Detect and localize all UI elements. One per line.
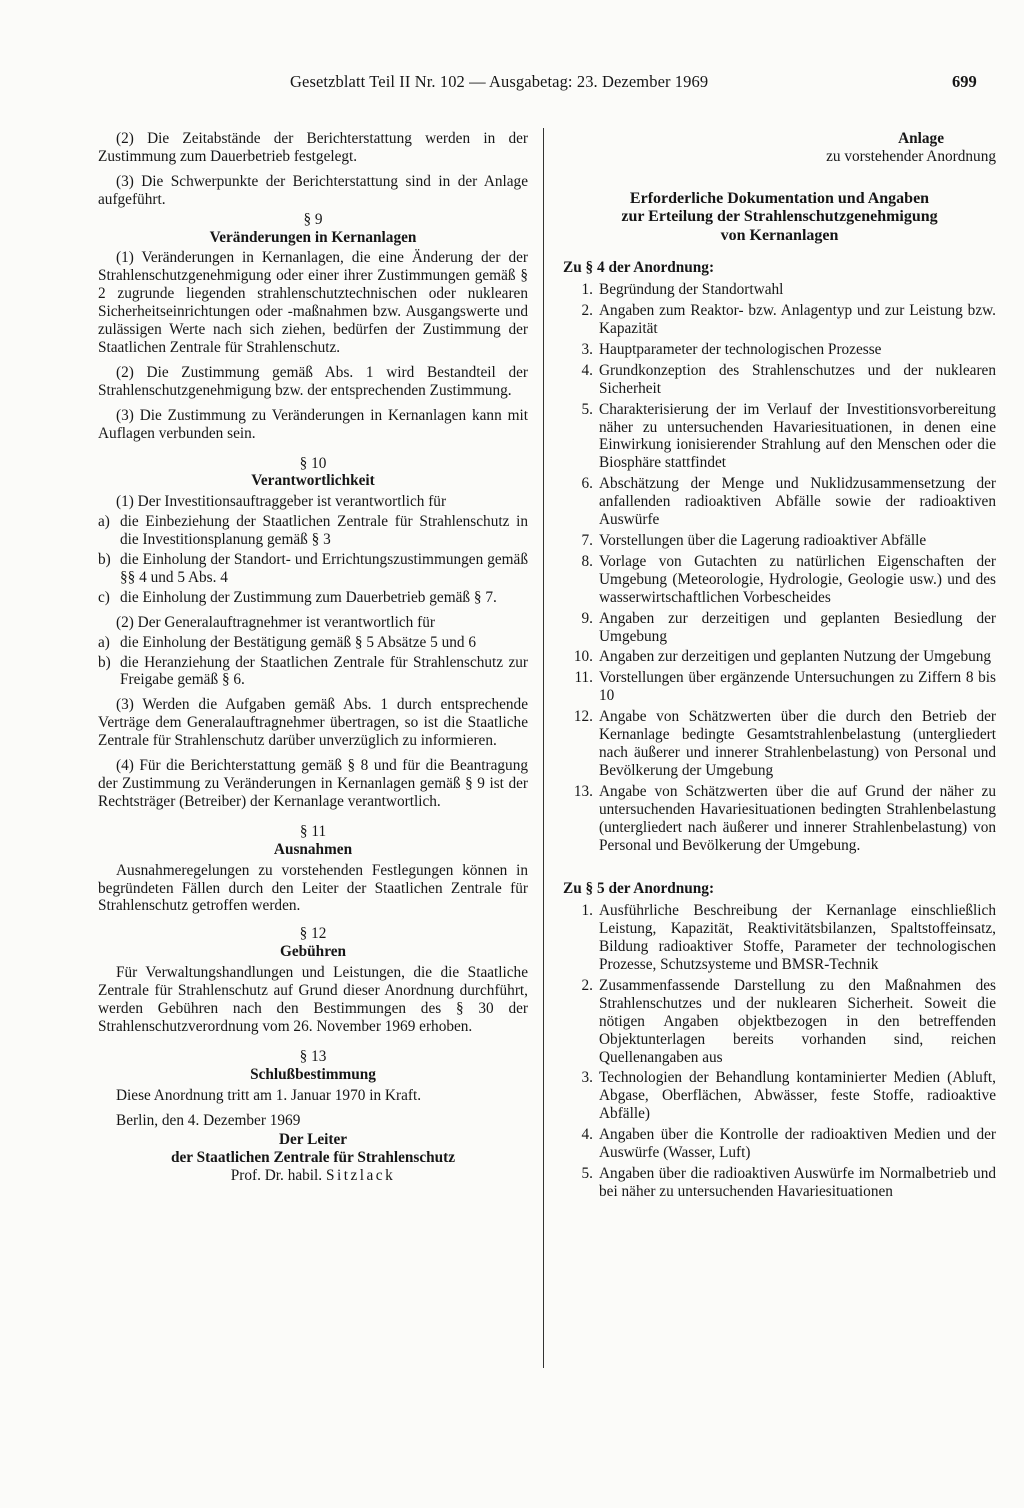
- list-item: [563, 1126, 996, 1162]
- list-item-label: a): [98, 633, 110, 651]
- list-item-text: die Einholung der Bestätigung gemäß § 5 Absätze 5 und 6: [120, 633, 477, 651]
- list-item-number: 12.: [573, 708, 593, 726]
- list-item: [563, 475, 996, 529]
- list-item: [563, 783, 996, 855]
- paragraph-10-2: (2) Der Generalauftragnehmer ist verantwortlich für: [116, 613, 435, 631]
- list-item-text: Angaben zur derzeitigen und geplanten Besiedlung der Umgebung: [599, 609, 996, 645]
- list-item-number: 4.: [581, 1126, 593, 1144]
- list-item: [563, 532, 996, 550]
- section-12-title: Gebühren: [279, 943, 347, 961]
- list-item-text: Technologien der Behandlung kontaminierter Medien (Abluft, Abgase, Oberflächen, Abwässer, feste Stoffe, radioaktive Abfälle): [599, 1069, 996, 1123]
- list-item: [563, 648, 996, 666]
- page-number: 699: [952, 72, 977, 91]
- list-item-text: die Heranziehung der Staatlichen Zentrale für Strahlenschutz zur Freigabe gemäß § 6.: [120, 653, 528, 689]
- list-item-label: b): [98, 653, 111, 671]
- list-item: [563, 1165, 996, 1201]
- list-item: [563, 362, 996, 398]
- list-item-text: Charakterisierung der im Verlauf der Investitionsvorbereitung näher zu untersuchenden Havariesituationen, in denen eine Einwirkung ionisierender Strahlung auf den Menschen oder die Biosphäre stattfindet: [599, 400, 996, 472]
- right-column: [563, 130, 996, 1204]
- paragraph-10-1: (1) Der Investitionsauftraggeber ist verantwortlich für: [116, 493, 447, 511]
- list-item-text: Grundkonzeption des Strahlenschutzes und der nuklearen Sicherheit: [599, 361, 996, 397]
- list-item-label: c): [98, 588, 110, 606]
- section-13-number: § 13: [299, 1047, 327, 1065]
- anlage-title: Anlage: [898, 130, 944, 147]
- list-item-text: die Einbeziehung der Staatlichen Zentrale für Strahlenschutz in die Investitionsplanung gemäß § 3: [120, 513, 528, 549]
- anlage-heading-line-1: Erforderliche Dokumentation und Angaben: [629, 189, 930, 207]
- list-item: [563, 977, 996, 1067]
- header-title: Gesetzblatt Teil II Nr. 102 — Ausgabetag: 23. Dezember 1969: [290, 72, 709, 91]
- paragraph-11: Ausnahmeregelungen zu vorstehenden Festlegungen können in begründeten Fällen durch den Leiter der Staatlichen Zentrale für Strahlenschutz getroffen werden.: [98, 861, 528, 915]
- signature-title: Prof. Dr. habil.: [230, 1167, 323, 1185]
- list-item: [98, 551, 528, 587]
- list-item-text: Vorlage von Gutachten zu natürlichen Eigenschaften der Umgebung (Meteorologie, Hydrologie, Geologie usw.) und des wasserwirtschaftlichen Vorbescheides: [599, 552, 996, 606]
- signature-line-2: der Staatlichen Zentrale für Strahlenschutz: [170, 1149, 456, 1167]
- list-item: [98, 634, 528, 652]
- list-item-number: 6.: [581, 475, 593, 493]
- list-item-text: Abschätzung der Menge und Nuklidzusammensetzung der anfallenden radioaktiven Abfälle sowie der radioaktiven Auswürfe: [599, 475, 996, 529]
- list-item-number: 2.: [581, 302, 593, 320]
- anlage-subtitle: zu vorstehender Anordnung: [826, 147, 996, 165]
- list-item-text: die Einholung der Standort- und Errichtungszustimmungen gemäß §§ 4 und 5 Abs. 4: [120, 551, 528, 586]
- list-item-number: 5.: [581, 400, 593, 418]
- section-9-number: § 9: [303, 210, 323, 228]
- list-item-number: 3.: [581, 340, 593, 358]
- list-item-number: 8.: [581, 552, 593, 570]
- list-item: [563, 669, 996, 705]
- section-10-title: Verantwortlichkeit: [251, 472, 375, 490]
- list-item-text: die Einholung der Zustimmung zum Dauerbetrieb gemäß § 7.: [120, 588, 497, 606]
- place-date: Berlin, den 4. Dezember 1969: [116, 1111, 301, 1129]
- paragraph-8-3: (3) Die Schwerpunkte der Berichterstattung sind in der Anlage aufgeführt.: [98, 172, 528, 208]
- list-item-text: Angabe von Schätzwerten über die auf Grund der näher zu untersuchenden Havariesituationen bedingten Strahlenbelastung (untergliedert nach äußerer und innerer Strahlenbelastung) von Personal und Bevölkerung der Umgebung.: [599, 782, 996, 854]
- list-item-number: 9.: [581, 609, 593, 627]
- list-item-text: Vorstellungen über die Lagerung radioaktiver Abfälle: [599, 532, 927, 549]
- list-item-number: 11.: [574, 669, 593, 687]
- list-item: [563, 302, 996, 338]
- section-11-number: § 11: [299, 822, 327, 840]
- list-item-text: Angaben zum Reaktor- bzw. Anlagentyp und zur Leistung bzw. Kapazität: [599, 302, 996, 338]
- paragraph-13: Diese Anordnung tritt am 1. Januar 1970 in Kraft.: [116, 1086, 422, 1104]
- list-item-text: Angabe von Schätzwerten über die durch den Betrieb der Kernanlage bedingte Gesamtstrahlenbelastung (untergliedert nach äußerer und innerer Strahlenbelastung) von Personal und Bevölkerung der Umgebung: [599, 708, 996, 779]
- zu-5-list: [563, 902, 996, 1201]
- paragraph-10-3: (3) Werden die Aufgaben gemäß Abs. 1 durch entsprechende Verträge dem Generalauftragnehmer übertragen, so ist die Staatliche Zentrale für Strahlenschutz darüber unverzüglich zu informieren.: [98, 696, 528, 750]
- zu-4-heading: Zu § 4 der Anordnung:: [563, 259, 715, 277]
- list-item-text: Ausführliche Beschreibung der Kernanlage einschließlich Leistung, Kapazität, Reaktivitätsbilanzen, Spaltstoffeinsatz, Bildung radioaktiver Stoffe, Parameter der technologischen Prozesse, Schutzsysteme und BMSR-Technik: [599, 902, 996, 974]
- paragraph-9-2: (2) Die Zustimmung gemäß Abs. 1 wird Bestandteil der Strahlenschutzgenehmigung bzw. der entsprechenden Zustimmung.: [98, 363, 528, 399]
- anlage-heading-line-3: von Kernanlagen: [720, 226, 839, 244]
- paragraph-9-3: (3) Die Zustimmung zu Veränderungen in Kernanlagen kann mit Auflagen verbunden sein.: [98, 406, 528, 442]
- list-item: [563, 281, 996, 299]
- section-10-number: § 10: [299, 454, 327, 472]
- section-12-number: § 12: [299, 925, 327, 943]
- list-item: [563, 610, 996, 646]
- list-item-number: 1.: [581, 281, 593, 299]
- list-item-number: 7.: [581, 532, 593, 549]
- section-9-title: Veränderungen in Kernanlagen: [209, 228, 417, 246]
- anlage-heading-line-2: zur Erteilung der Strahlenschutzgenehmigung: [621, 208, 938, 226]
- list-item: [563, 902, 996, 974]
- list-item-number: 3.: [581, 1069, 593, 1087]
- list-item: [563, 401, 996, 473]
- list-item-text: Begründung der Standortwahl: [599, 281, 784, 299]
- page-header: [0, 72, 1024, 96]
- paragraph-8-2: (2) Die Zeitabstände der Berichterstattung werden in der Zustimmung zum Dauerbetrieb festgelegt.: [98, 130, 528, 165]
- column-divider: [543, 128, 544, 1368]
- section-13-title: Schlußbestimmung: [250, 1065, 376, 1083]
- list-item-text: Vorstellungen über ergänzende Untersuchungen zu Ziffern 8 bis 10: [599, 669, 996, 705]
- list-item-number: 1.: [581, 902, 593, 920]
- signature-line-1: Der Leiter: [278, 1131, 348, 1149]
- zu-4-list: [563, 281, 996, 854]
- signature-name: Sitzlack: [325, 1167, 396, 1185]
- paragraph-10-4: (4) Für die Berichterstattung gemäß § 8 und für die Beantragung der Zustimmung zu Veränderungen in Kernanlagen gemäß § 9 ist der Rechtsträger (Betreiber) der Kernanlage verantwortlich.: [98, 757, 528, 810]
- paragraph-12: Für Verwaltungshandlungen und Leistungen, die die Staatliche Zentrale für Strahlenschutz auf Grund dieser Anordnung durchführt, werden Gebühren nach den Bestimmungen des § 30 der Strahlenschutzverordnung vom 26. November 1969 erhoben.: [98, 964, 528, 1035]
- list-item-label: b): [98, 551, 111, 569]
- list-item-number: 2.: [581, 976, 593, 994]
- list-item-text: Angaben über die Kontrolle der radioaktiven Medien und der Auswürfe (Wasser, Luft): [599, 1126, 996, 1162]
- list-item-text: Hauptparameter der technologischen Prozesse: [599, 340, 882, 358]
- list-item-number: 13.: [573, 782, 593, 800]
- signature-name-line: [98, 1167, 528, 1185]
- list-item: [98, 654, 528, 690]
- list-item: [563, 1069, 996, 1123]
- list-item: [563, 553, 996, 607]
- list-item-text: Zusammenfassende Darstellung zu den Maßnahmen des Strahlenschutzes und der nuklearen Sicherheit. Soweit die nötigen Angaben objektbezogen in den betreffenden Objektunterlagen bereits vorhanden sind, reichen Quellenangaben aus: [599, 976, 996, 1066]
- list-item-number: 5.: [581, 1165, 593, 1182]
- list-item: [563, 341, 996, 359]
- left-column: [98, 130, 528, 1185]
- list-item-number: 10.: [573, 648, 593, 666]
- list-item: [98, 589, 528, 607]
- paragraph-9-1: (1) Veränderungen in Kernanlagen, die eine Änderung der der Strahlenschutzgenehmigung oder einer ihrer Zustimmungen gemäß § 2 zugrunde liegenden strahlenschutztechnischen oder nuklearen Sicherheitseinrichtungen oder -maßnahmen bzw. Ausgangswerte und zulässigen Werte nach sich ziehen, bedürfen der Zustimmung der Staatlichen Zentrale für Strahlenschutz.: [98, 249, 528, 356]
- list-item-text: Angaben über die radioaktiven Auswürfe im Normalbetrieb und bei näher zu untersuchenden Havariesituationen: [599, 1165, 996, 1200]
- anlage-heading: [563, 190, 996, 246]
- list-item-label: a): [98, 513, 110, 531]
- list-item: [98, 513, 528, 549]
- section-11-title: Ausnahmen: [273, 840, 353, 858]
- list-item-text: Angaben zur derzeitigen und geplanten Nutzung der Umgebung: [599, 648, 992, 666]
- list-item: [563, 708, 996, 780]
- list-item-number: 4.: [581, 361, 593, 379]
- zu-5-heading: Zu § 5 der Anordnung:: [563, 880, 715, 898]
